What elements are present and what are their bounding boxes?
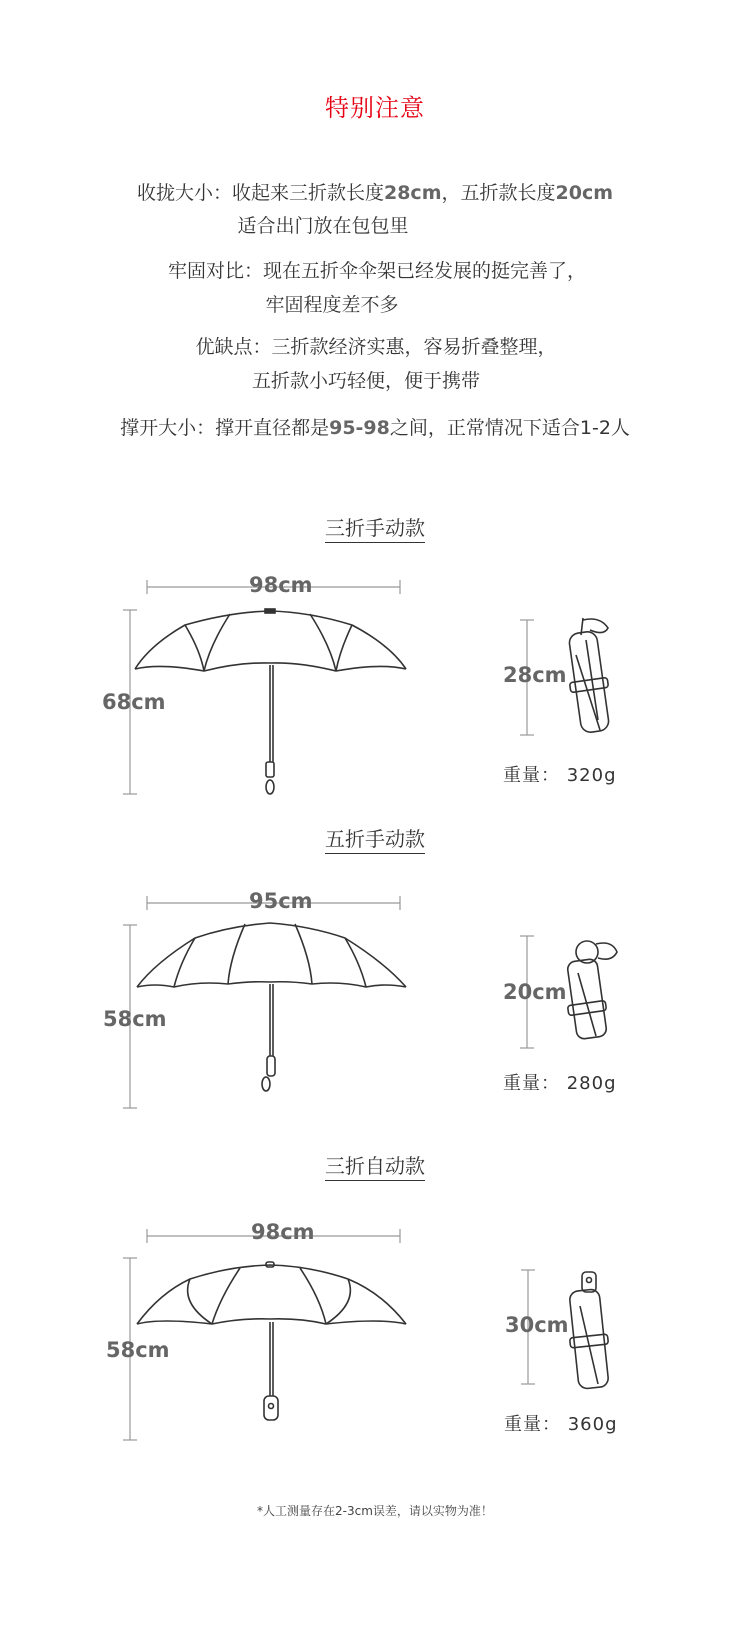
product-2-folded-length: 20cm	[503, 980, 567, 1004]
folded-umbrella-icon	[568, 618, 610, 733]
product-2-width: 95cm	[249, 889, 313, 913]
product-3-title	[0, 1150, 750, 1179]
product-1-title	[0, 512, 750, 541]
five-fold-length: 20cm	[555, 182, 614, 204]
product-2-title	[0, 823, 750, 852]
notice-line-strength-2-text: 牢固程度差不多	[265, 294, 399, 316]
open-umbrella-icon	[135, 609, 406, 794]
notice-line-open	[0, 414, 750, 442]
folded-umbrella-icon-3	[569, 1272, 609, 1389]
notice-line-bag	[0, 212, 750, 240]
product-1-weight: 重量： 320g	[503, 765, 617, 786]
product-2-weight: 重量： 280g	[503, 1073, 617, 1094]
product-3-height: 58cm	[106, 1338, 170, 1362]
notice-line-pros-2	[0, 367, 750, 395]
product-2-height: 58cm	[103, 1007, 167, 1031]
product-1-folded-length: 28cm	[503, 663, 567, 687]
notice-line-bag-text: 适合出门放在包包里	[237, 215, 409, 237]
product-3-diagram	[0, 1218, 750, 1448]
product-1-width-marker	[123, 580, 534, 794]
three-fold-length: 28cm	[383, 182, 442, 204]
product-1-name: 三折手动款	[325, 516, 425, 543]
product-3-weight: 重量： 360g	[504, 1414, 618, 1435]
notice-line-strength-text: 牢固对比：现在五折伞伞架已经发展的挺完善了，	[167, 260, 586, 282]
notice-line-strength	[0, 257, 750, 285]
notice-line-open-mid: 之间，正常情况下适合1-2人	[389, 417, 630, 439]
product-2-name: 五折手动款	[325, 827, 425, 854]
folded-umbrella-icon-2	[567, 941, 617, 1040]
product-1-height: 68cm	[102, 690, 166, 714]
notice-line-strength-2	[0, 291, 750, 319]
product-3-folded-length: 30cm	[505, 1313, 569, 1337]
notice-line-pros-2-text: 五折款小巧轻便，便于携带	[251, 370, 480, 392]
product-1-width: 98cm	[249, 573, 313, 597]
notice-line-size-text: 收拢大小：收起来三折款长度	[136, 182, 384, 204]
footnote: *人工测量存在2-3cm误差，请以实物为准！	[257, 1504, 493, 1518]
notice-line-pros-text: 优缺点：三折款经济实惠，容易折叠整理，	[195, 336, 557, 358]
notice-line-pros	[0, 333, 750, 361]
product-3-name: 三折自动款	[325, 1154, 425, 1181]
notice-line-size-mid: ，五折款长度	[441, 182, 556, 204]
open-umbrella-icon-3	[137, 1262, 406, 1420]
notice-title: 特别注意	[325, 94, 425, 122]
product-2-diagram	[0, 888, 750, 1118]
product-3-width: 98cm	[251, 1220, 315, 1244]
open-diameter: 95-98	[329, 417, 390, 439]
notice-line-open-text: 撑开大小：撑开直径都是	[120, 417, 330, 439]
open-umbrella-icon-2	[137, 923, 406, 1091]
notice-line-size	[0, 179, 750, 207]
